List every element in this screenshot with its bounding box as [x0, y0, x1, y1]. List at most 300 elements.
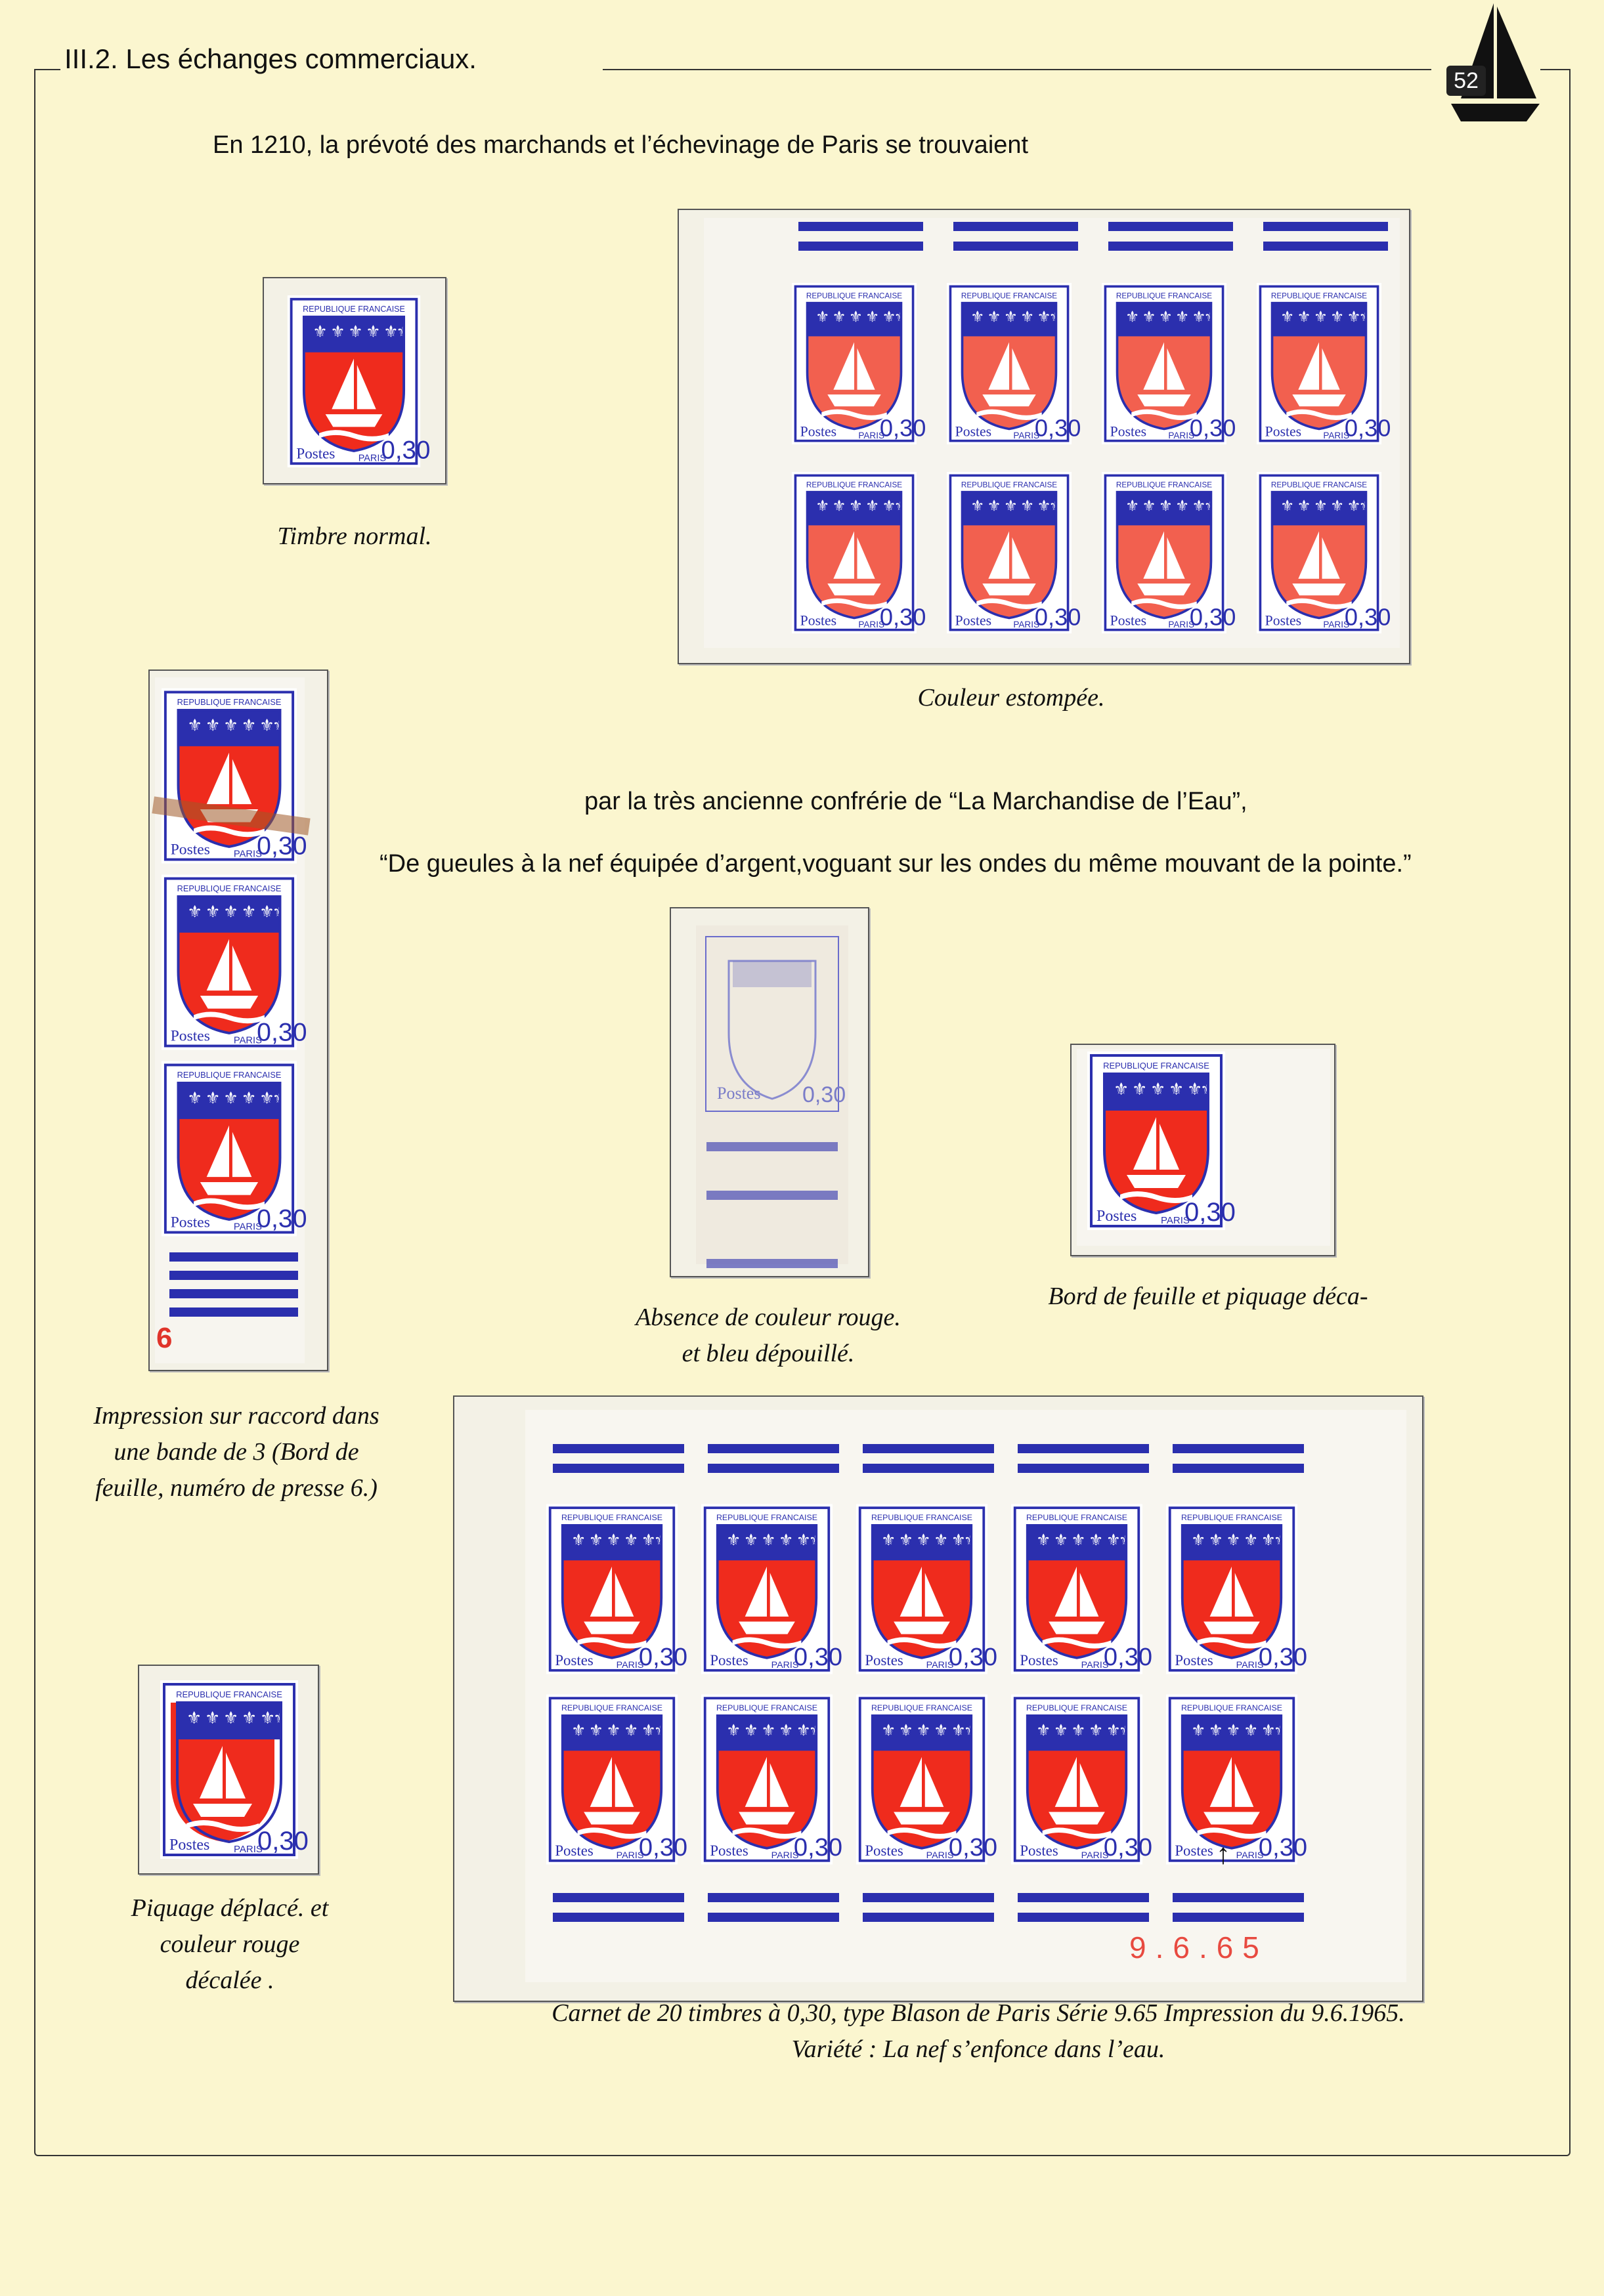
svg-text:⚜: ⚜ [653, 1530, 669, 1550]
margin-bar [863, 1444, 994, 1453]
svg-text:⚜: ⚜ [1106, 1530, 1121, 1550]
svg-text:⚜: ⚜ [242, 1709, 257, 1728]
svg-text:⚜: ⚜ [366, 322, 381, 341]
stamp-art [546, 1503, 688, 1675]
stamp-value: 0,30 [1344, 414, 1391, 442]
stamp-value: 0,30 [1103, 1644, 1153, 1672]
stamp-country: REPUBLIQUE FRANCAISE [716, 1513, 818, 1523]
stamp-postes: Postes [1265, 612, 1302, 629]
svg-text:⚜: ⚜ [1169, 1080, 1184, 1099]
grid-stamp [947, 470, 1081, 639]
stamp-art [285, 295, 431, 467]
stamp-city: PARIS [234, 1844, 263, 1855]
svg-text:⚜: ⚜ [1208, 1530, 1223, 1550]
svg-text:⚜: ⚜ [761, 1530, 776, 1550]
grid-stamp [792, 470, 926, 639]
stamp-city: PARIS [926, 1850, 954, 1861]
stamp-country: REPUBLIQUE FRANCAISE [1181, 1513, 1283, 1523]
svg-text:⚜: ⚜ [726, 1720, 741, 1740]
page-title: III.2. Les échanges commerciaux. [64, 43, 477, 74]
stamp-value: 0,30 [1344, 603, 1391, 631]
svg-text:⚜: ⚜ [1053, 1530, 1068, 1550]
svg-text:⚜: ⚜ [848, 496, 863, 515]
grid-stamp [947, 281, 1081, 450]
svg-text:⚜: ⚜ [1142, 307, 1156, 326]
svg-text:⚜: ⚜ [970, 307, 985, 326]
svg-text:⚜: ⚜ [743, 1720, 758, 1740]
svg-text:⚜: ⚜ [1187, 1080, 1203, 1099]
stamp-city: PARIS [1323, 620, 1350, 629]
raccord-stamp-1 [162, 687, 307, 865]
caption-line: et bleu dépouillé. [682, 1340, 855, 1368]
stamp-city: PARIS [1323, 431, 1350, 440]
svg-text:⚜: ⚜ [272, 715, 288, 736]
caption-line: décalée . [185, 1966, 274, 1995]
stamp-postes: Postes [710, 1842, 748, 1860]
svg-text:⚜: ⚜ [1114, 1080, 1129, 1099]
caption-line: Variété : La nef s’enfonce dans l’eau. [791, 2035, 1165, 2064]
svg-text:⚜: ⚜ [1192, 496, 1206, 515]
stamp-value: 0,30 [948, 1834, 998, 1862]
stamp-postes: Postes [1096, 1208, 1137, 1225]
svg-text:⚜: ⚜ [1089, 1720, 1104, 1740]
stamp-country: REPUBLIQUE FRANCAISE [1270, 480, 1368, 490]
intro-text: En 1210, la prévoté des marchands et l’échevinage de Paris se trouvaient [213, 131, 1029, 159]
svg-text:⚜: ⚜ [894, 496, 908, 515]
svg-text:⚜: ⚜ [187, 1088, 203, 1109]
grid-stamp [856, 1693, 998, 1869]
margin-bar [863, 1913, 994, 1922]
svg-text:⚜: ⚜ [1313, 307, 1328, 326]
svg-text:⚜: ⚜ [951, 1530, 966, 1550]
margin-bar [706, 1191, 838, 1200]
svg-text:⚜: ⚜ [1089, 1530, 1104, 1550]
svg-text:⚜: ⚜ [1330, 496, 1345, 515]
stamp-value: 0,30 [1189, 603, 1236, 631]
margin-bar [1173, 1893, 1304, 1902]
press-number: 6 [156, 1322, 173, 1354]
svg-text:⚜: ⚜ [1049, 496, 1063, 515]
stamp-city: PARIS [926, 1660, 954, 1670]
svg-text:⚜: ⚜ [987, 307, 1001, 326]
margin-bar [953, 242, 1078, 251]
svg-text:⚜: ⚜ [1358, 496, 1373, 515]
svg-text:⚜: ⚜ [260, 1709, 276, 1728]
stamp-country: REPUBLIQUE FRANCAISE [961, 480, 1058, 490]
svg-text:⚜: ⚜ [1003, 307, 1018, 326]
svg-text:⚜: ⚜ [1191, 1720, 1206, 1740]
bord-stamp [1087, 1052, 1236, 1230]
stamp-value: 0,30 [948, 1644, 998, 1672]
svg-text:⚜: ⚜ [1118, 1530, 1134, 1550]
stamp-postes: Postes [1110, 423, 1147, 440]
stamp-city: PARIS [1081, 1850, 1109, 1861]
svg-text:⚜: ⚜ [779, 1530, 794, 1550]
svg-text:⚜: ⚜ [1297, 307, 1311, 326]
svg-text:⚜: ⚜ [916, 1530, 931, 1550]
stamp-postes: Postes [865, 1842, 903, 1860]
svg-text:⚜: ⚜ [1280, 307, 1295, 326]
svg-text:⚜: ⚜ [1330, 307, 1345, 326]
stamp-value: 0,30 [1103, 1834, 1153, 1862]
margin-bar [706, 1259, 838, 1268]
stamp-value: 0,30 [257, 1827, 309, 1856]
svg-text:⚜: ⚜ [641, 1720, 656, 1740]
stamp-postes: Postes [1175, 1842, 1213, 1860]
svg-text:⚜: ⚜ [348, 322, 363, 341]
caption-absence [591, 1300, 945, 1372]
margin-bar [1018, 1893, 1149, 1902]
stamp-country: REPUBLIQUE FRANCAISE [1103, 1061, 1209, 1071]
stamp-city: PARIS [233, 849, 262, 860]
stamp-city: PARIS [1168, 620, 1195, 629]
svg-text:⚜: ⚜ [1347, 307, 1361, 326]
stamp-country: REPUBLIQUE FRANCAISE [177, 1070, 282, 1080]
stamp-city: PARIS [1013, 431, 1040, 440]
grid-stamp [546, 1503, 688, 1678]
svg-text:⚜: ⚜ [1003, 496, 1018, 515]
margin-bar [708, 1444, 839, 1453]
grid-stamp [1011, 1503, 1153, 1678]
stamp-country: REPUBLIQUE FRANCAISE [177, 697, 282, 708]
margin-bar [863, 1893, 994, 1902]
svg-text:⚜: ⚜ [963, 1530, 979, 1550]
svg-text:⚜: ⚜ [241, 715, 257, 736]
caption-raccord [66, 1398, 407, 1506]
svg-text:⚜: ⚜ [796, 1530, 811, 1550]
svg-text:⚜: ⚜ [1175, 307, 1190, 326]
stamp-value: 0,30 [1258, 1644, 1308, 1672]
stamp-country: REPUBLIQUE FRANCAISE [176, 1690, 282, 1699]
stamp-art [546, 1693, 688, 1865]
margin-bar [169, 1289, 298, 1298]
svg-text:⚜: ⚜ [1261, 1530, 1276, 1550]
svg-text:⚜: ⚜ [205, 902, 221, 922]
stamp-country: REPUBLIQUE FRANCAISE [177, 883, 282, 894]
stamp-art [1102, 281, 1236, 446]
svg-text:⚜: ⚜ [1347, 496, 1361, 515]
svg-text:⚜: ⚜ [187, 715, 203, 736]
margin-bar [1173, 1444, 1304, 1453]
grid-stamp [546, 1693, 688, 1869]
stamp-postes: Postes [170, 1214, 210, 1231]
svg-text:⚜: ⚜ [1106, 1720, 1121, 1740]
stamp-value: 0,30 [1184, 1198, 1236, 1227]
stamp-value: 0,30 [793, 1834, 843, 1862]
svg-text:⚜: ⚜ [653, 1720, 669, 1740]
page-number: 52 [1446, 66, 1486, 96]
svg-text:⚜: ⚜ [641, 1530, 656, 1550]
stamp-art [162, 873, 307, 1052]
svg-text:⚜: ⚜ [383, 322, 399, 341]
grid-stamp [1166, 1503, 1308, 1678]
raccord-stamp-3 [162, 1059, 307, 1238]
svg-text:⚜: ⚜ [951, 1720, 966, 1740]
caption-line: couleur rouge [160, 1930, 300, 1959]
stamp-value: 0,30 [793, 1644, 843, 1672]
svg-text:⚜: ⚜ [832, 307, 846, 326]
stamp-art [162, 1059, 307, 1238]
svg-text:⚜: ⚜ [934, 1720, 949, 1740]
svg-text:⚜: ⚜ [1118, 1720, 1134, 1740]
margin-bar [553, 1913, 684, 1922]
stamp-country: REPUBLIQUE FRANCAISE [806, 480, 903, 490]
svg-text:⚜: ⚜ [588, 1530, 603, 1550]
svg-text:⚜: ⚜ [848, 307, 863, 326]
stamp-value: 0,30 [1189, 414, 1236, 442]
sailboat-logo-icon [1431, 0, 1543, 125]
margin-bar [798, 242, 923, 251]
stamp-country: REPUBLIQUE FRANCAISE [806, 291, 903, 301]
grid-stamp [1102, 281, 1236, 450]
svg-text:⚜: ⚜ [743, 1530, 758, 1550]
stamp-value: 0,30 [257, 1017, 307, 1047]
grid-stamp [1257, 281, 1391, 450]
svg-text:⚜: ⚜ [881, 1720, 896, 1740]
stamp-postes: Postes [296, 444, 336, 462]
piquage-stamp [160, 1680, 309, 1859]
stamp-city: PARIS [771, 1850, 799, 1861]
svg-text:⚜: ⚜ [832, 496, 846, 515]
stamp-value: 0,30 [257, 831, 307, 861]
stamp-country: REPUBLIQUE FRANCAISE [303, 305, 405, 314]
stamp-value: 0,30 [257, 1204, 307, 1233]
svg-text:⚜: ⚜ [865, 496, 880, 515]
svg-text:⚜: ⚜ [1158, 496, 1173, 515]
svg-text:⚜: ⚜ [1037, 496, 1051, 515]
svg-text:⚜: ⚜ [1208, 1720, 1223, 1740]
svg-text:⚜: ⚜ [205, 1709, 221, 1728]
svg-text:⚜: ⚜ [796, 1720, 811, 1740]
margin-bar [863, 1464, 994, 1473]
svg-text:⚜: ⚜ [241, 1088, 257, 1109]
carnet-date: 9.6.65 [1129, 1930, 1268, 1965]
svg-text:⚜: ⚜ [1280, 496, 1295, 515]
stamp-art [1166, 1503, 1308, 1675]
svg-text:⚜: ⚜ [779, 1720, 794, 1740]
stamp-postes: Postes [555, 1652, 594, 1669]
svg-text:⚜: ⚜ [1226, 1530, 1241, 1550]
stamp-art [1087, 1052, 1236, 1230]
stamp-postes: Postes [170, 841, 210, 859]
margin-bar [1108, 222, 1233, 231]
caption-carnet [368, 1995, 1589, 2068]
stamp-art [1257, 470, 1391, 635]
margin-bar [798, 222, 923, 231]
variety-arrow-icon: ↑ [1216, 1838, 1230, 1870]
stamp-art [947, 281, 1081, 446]
svg-text:⚜: ⚜ [1297, 496, 1311, 515]
svg-text:⚜: ⚜ [1226, 1720, 1241, 1740]
stamp-art [856, 1503, 998, 1675]
caption-line: Carnet de 20 timbres à 0,30, type Blason de Paris Série 9.65 Impression du 9.6.1965. [552, 1999, 1405, 2027]
margin-bar [1173, 1464, 1304, 1473]
stamp-art [162, 687, 307, 865]
caption-normal: Timbre normal. [277, 522, 432, 550]
margin-bar [1173, 1913, 1304, 1922]
margin-bar [708, 1893, 839, 1902]
stamp-country: REPUBLIQUE FRANCAISE [1116, 480, 1213, 490]
svg-text:⚜: ⚜ [330, 322, 345, 341]
svg-text:⚜: ⚜ [1071, 1720, 1086, 1740]
absence-stamp [704, 935, 846, 1113]
caption-line: feuille, numéro de presse 6.) [95, 1474, 378, 1502]
stamp-postes: Postes [955, 612, 992, 629]
grid-stamp [792, 281, 926, 450]
svg-text:⚜: ⚜ [186, 1709, 202, 1728]
stamp-city: PARIS [1161, 1215, 1190, 1226]
svg-text:⚜: ⚜ [815, 496, 830, 515]
stamp-postes: Postes [169, 1837, 210, 1854]
stamp-city: PARIS [771, 1660, 799, 1670]
stamp-country: REPUBLIQUE FRANCAISE [961, 291, 1058, 301]
svg-text:⚜: ⚜ [987, 496, 1001, 515]
svg-text:⚜: ⚜ [259, 1088, 274, 1109]
svg-text:⚜: ⚜ [1191, 1530, 1206, 1550]
margin-bar [553, 1444, 684, 1453]
margin-bar [169, 1252, 298, 1262]
svg-text:⚜: ⚜ [313, 322, 328, 341]
svg-text:⚜: ⚜ [898, 1530, 913, 1550]
grid-stamp [701, 1693, 843, 1869]
stamp-postes: Postes [170, 1027, 210, 1045]
svg-text:⚜: ⚜ [808, 1530, 824, 1550]
stamp-art [1011, 1693, 1153, 1865]
svg-text:⚜: ⚜ [1203, 307, 1218, 326]
svg-text:⚜: ⚜ [1273, 1530, 1289, 1550]
stamp-value: 0,30 [879, 414, 926, 442]
stamp-art [1102, 470, 1236, 635]
svg-text:⚜: ⚜ [882, 307, 896, 326]
stamp-art [1257, 281, 1391, 446]
svg-text:⚜: ⚜ [259, 902, 274, 922]
stamp-country: REPUBLIQUE FRANCAISE [561, 1703, 663, 1713]
svg-text:⚜: ⚜ [223, 902, 239, 922]
svg-text:⚜: ⚜ [606, 1720, 621, 1740]
svg-text:⚜: ⚜ [1036, 1530, 1051, 1550]
stamp-postes: Postes [555, 1842, 594, 1860]
stamp-city: PARIS [858, 431, 885, 440]
margin-bar [953, 222, 1078, 231]
svg-text:⚜: ⚜ [815, 307, 830, 326]
stamp-country: REPUBLIQUE FRANCAISE [1270, 291, 1368, 301]
stamp-value: 0,30 [879, 603, 926, 631]
svg-text:⚜: ⚜ [1071, 1530, 1086, 1550]
margin-bar [1018, 1444, 1149, 1453]
margin-bar [1018, 1913, 1149, 1922]
svg-text:⚜: ⚜ [1125, 307, 1140, 326]
stamp-postes: Postes [800, 612, 837, 629]
stamp-postes: Postes [800, 423, 837, 440]
svg-text:⚜: ⚜ [1132, 1080, 1148, 1099]
caption-line: une bande de 3 (Bord de [114, 1438, 359, 1466]
svg-text:⚜: ⚜ [571, 1720, 586, 1740]
grid-stamp [1257, 470, 1391, 639]
stamp-postes: Postes [710, 1652, 748, 1669]
svg-text:⚜: ⚜ [259, 715, 274, 736]
normal-stamp [285, 295, 431, 467]
svg-text:⚜: ⚜ [1053, 1720, 1068, 1740]
svg-text:⚜: ⚜ [624, 1720, 639, 1740]
svg-text:⚜: ⚜ [894, 307, 908, 326]
stamp-value: 0,30 [1034, 603, 1081, 631]
caption-piquage [85, 1890, 374, 1999]
svg-text:⚜: ⚜ [396, 322, 411, 341]
margin-bar [553, 1893, 684, 1902]
svg-text:⚜: ⚜ [1020, 496, 1035, 515]
svg-text:⚜: ⚜ [1036, 1720, 1051, 1740]
svg-text:⚜: ⚜ [1200, 1080, 1216, 1099]
stamp-country: REPUBLIQUE FRANCAISE [1181, 1703, 1283, 1713]
caption-line: Piquage déplacé. et [131, 1894, 329, 1922]
raccord-stamp-2 [162, 873, 307, 1052]
stamp-art [701, 1693, 843, 1865]
stamp-value: 0,30 [638, 1834, 688, 1862]
svg-text:⚜: ⚜ [606, 1530, 621, 1550]
stamp-country: REPUBLIQUE FRANCAISE [1026, 1703, 1128, 1713]
svg-text:⚜: ⚜ [223, 715, 239, 736]
svg-text:Postes: Postes [717, 1084, 761, 1103]
stamp-value: 0,30 [638, 1644, 688, 1672]
svg-text:⚜: ⚜ [1158, 307, 1173, 326]
stamp-art [701, 1503, 843, 1675]
svg-text:⚜: ⚜ [881, 1530, 896, 1550]
svg-text:⚜: ⚜ [1313, 496, 1328, 515]
stamp-country: REPUBLIQUE FRANCAISE [716, 1703, 818, 1713]
margin-bar [1108, 242, 1233, 251]
stamp-city: PARIS [616, 1660, 644, 1670]
stamp-value: 0,30 [1258, 1834, 1308, 1862]
svg-text:⚜: ⚜ [272, 1088, 288, 1109]
svg-text:⚜: ⚜ [865, 307, 880, 326]
margin-bar [1263, 242, 1388, 251]
stamp-city: PARIS [1081, 1660, 1109, 1670]
stamp-postes: Postes [1110, 612, 1147, 629]
svg-text:⚜: ⚜ [882, 496, 896, 515]
absence-bars [706, 1142, 838, 1277]
svg-text:⚜: ⚜ [273, 1709, 289, 1728]
stamp-city: PARIS [1236, 1660, 1264, 1670]
grid-stamp [701, 1503, 843, 1678]
stamp-postes: Postes [1175, 1652, 1213, 1669]
svg-text:⚜: ⚜ [624, 1530, 639, 1550]
margin-bar [169, 1307, 298, 1317]
stamp-art [856, 1693, 998, 1865]
margin-bar [708, 1464, 839, 1473]
svg-text:⚜: ⚜ [1358, 307, 1373, 326]
stamp-city: PARIS [1168, 431, 1195, 440]
svg-text:0,30: 0,30 [802, 1082, 846, 1107]
grid-stamp [1011, 1693, 1153, 1869]
grid-stamp [856, 1503, 998, 1678]
caption-line: Impression sur raccord dans [93, 1402, 379, 1430]
svg-text:⚜: ⚜ [1049, 307, 1063, 326]
stamp-city: PARIS [358, 453, 387, 464]
svg-text:⚜: ⚜ [1203, 496, 1218, 515]
svg-text:⚜: ⚜ [898, 1720, 913, 1740]
stamp-value: 0,30 [381, 436, 431, 465]
svg-text:⚜: ⚜ [934, 1530, 949, 1550]
margin-bar [708, 1913, 839, 1922]
margin-bar [706, 1142, 838, 1151]
stamp-country: REPUBLIQUE FRANCAISE [871, 1513, 973, 1523]
svg-text:⚜: ⚜ [588, 1720, 603, 1740]
stamp-postes: Postes [865, 1652, 903, 1669]
stamp-art [792, 470, 926, 635]
svg-text:⚜: ⚜ [1273, 1720, 1289, 1740]
svg-text:⚜: ⚜ [205, 715, 221, 736]
stamp-city: PARIS [858, 620, 885, 629]
